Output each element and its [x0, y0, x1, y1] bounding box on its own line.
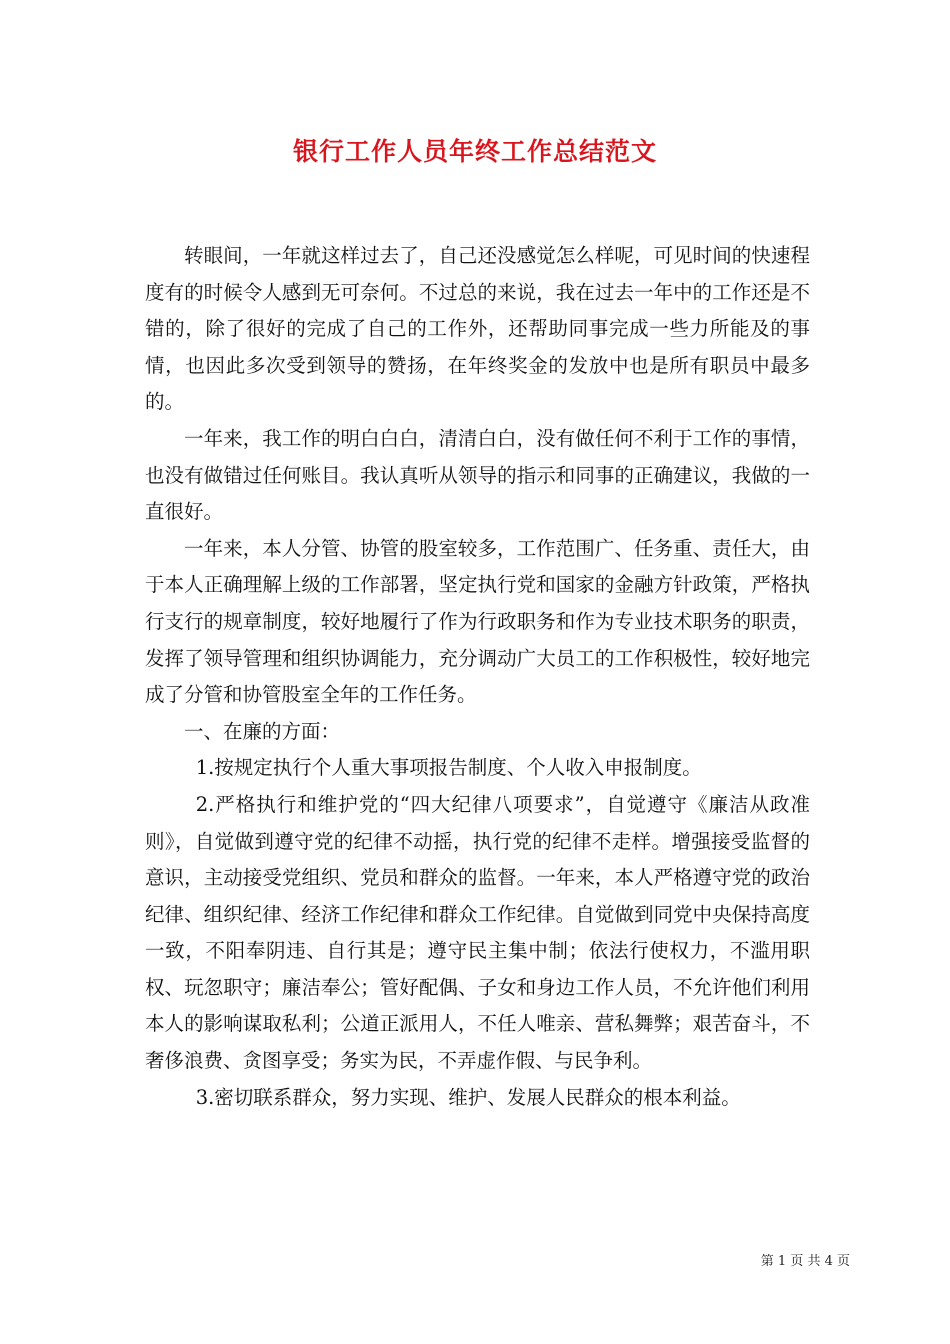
page-number: 第 1 页 共 4 页: [760, 1254, 850, 1269]
paragraph-responsibilities: 一年来，本人分管、协管的股室较多，工作范围广、任务重、责任大，由于本人正确理解上级的工作部署，坚定执行党和国家的金融方针政策，严格执行支行的规章制度，较好地履行了作为行政职务和作为专业技术职务的职责，发挥了领导管理和组织协调能力，充分调动广大员工的工作积极性，较好地完成了分管和协管股室全年的工作任务。: [145, 536, 810, 707]
document-title: 银行工作人员年终工作总结范文: [292, 137, 657, 166]
list-item-1: 1.按规定执行个人重大事项报告制度、个人收入申报制度。: [195, 756, 702, 780]
section-heading-integrity: 一、在廉的方面：: [184, 719, 341, 743]
list-item-2: 2.严格执行和维护党的“四大纪律八项要求”，自觉遵守《廉洁从政准则》，自觉做到遵守党的纪律不动摇，执行党的纪律不走样。增强接受监督的意识，主动接受党组织、党员和群众的监督。一年来，本人严格遵守党的政治纪律、组织纪律、经济工作纪律和群众工作纪律。自觉做到同党中央保持高度一致，不阳奉阴违、自行其是；遵守民主集中制；依法行使权力，不滥用职权、玩忽职守；廉洁奉公；管好配偶、子女和身边工作人员，不允许他们利用本人的影响谋取私利；公道正派用人，不任人唯亲、营私舞弊；艰苦奋斗，不奢侈浪费、贪图享受；务实为民，不弄虚作假、与民争利。: [145, 792, 810, 1073]
paragraph-intro: 转眼间，一年就这样过去了，自己还没感觉怎么样呢，可见时间的快速程度有的时候令人感到无可奈何。不过总的来说，我在过去一年中的工作还是不错的，除了很好的完成了自己的工作外，还帮助同事完成一些力所能及的事情，也因此多次受到领导的赞扬，在年终奖金的发放中也是所有职员中最多的。: [145, 244, 810, 414]
list-item-3: 3.密切联系群众，努力实现、维护、发展人民群众的根本利益。: [195, 1085, 741, 1109]
document-body: [145, 238, 810, 1116]
paragraph-work-integrity: 一年来，我工作的明白白白，清清白白，没有做任何不利于工作的事情，也没有做错过任何账目。我认真听从领导的指示和同事的正确建议，我做的一直很好。: [145, 426, 810, 524]
